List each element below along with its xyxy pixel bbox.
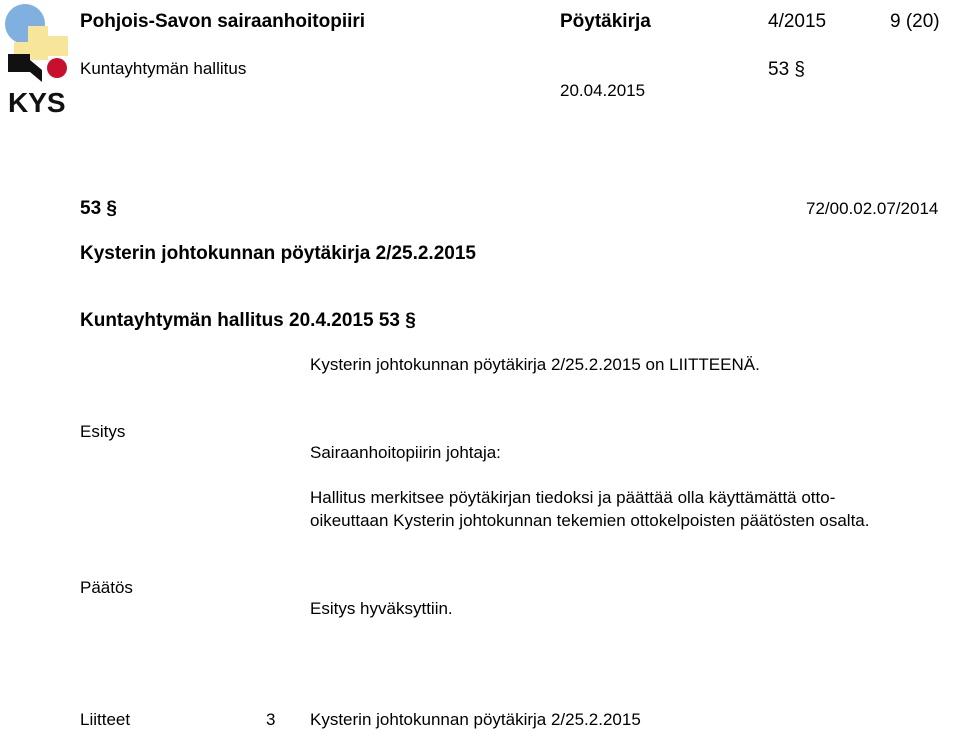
decision-text: Esitys hyväksyttiin.	[310, 599, 453, 618]
attachment-note: Kysterin johtokunnan pöytäkirja 2/25.2.2015 on LIITTEENÄ.	[310, 355, 760, 374]
item-title: Kysterin johtokunnan pöytäkirja 2/25.2.2015	[80, 243, 476, 264]
diary-number: 72/00.02.07/2014	[806, 199, 939, 218]
proposal-line-1: Hallitus merkitsee pöytäkirjan tiedoksi ja päättää olla käyttämättä otto-	[310, 488, 836, 507]
svg-text:KYS: KYS	[8, 87, 66, 114]
attachments-text: Kysterin johtokunnan pöytäkirja 2/25.2.2015	[310, 710, 641, 729]
header-date: 20.04.2015	[560, 81, 646, 100]
document-number: 4/2015	[768, 11, 827, 32]
attachments-count: 3	[266, 710, 276, 729]
proposal-line-2: oikeuttaan Kysterin johtokunnan tekemien ottokelpoisten päätösten osalta.	[310, 511, 870, 530]
section-number: 53 §	[80, 198, 117, 219]
decision-label: Päätös	[80, 578, 133, 597]
proposal-by: Sairaanhoitopiirin johtaja:	[310, 443, 501, 462]
kys-logo	[4, 2, 70, 114]
meeting-reference: Kuntayhtymän hallitus 20.4.2015 53 §	[80, 310, 416, 331]
proposal-label: Esitys	[80, 422, 126, 441]
body-name: Kuntayhtymän hallitus	[80, 59, 247, 78]
attachments-label: Liitteet	[80, 710, 131, 729]
document-type: Pöytäkirja	[560, 11, 651, 32]
organization-name: Pohjois-Savon sairaanhoitopiiri	[80, 11, 366, 32]
page-number: 9 (20)	[890, 11, 940, 32]
header-section: 53 §	[768, 59, 805, 80]
